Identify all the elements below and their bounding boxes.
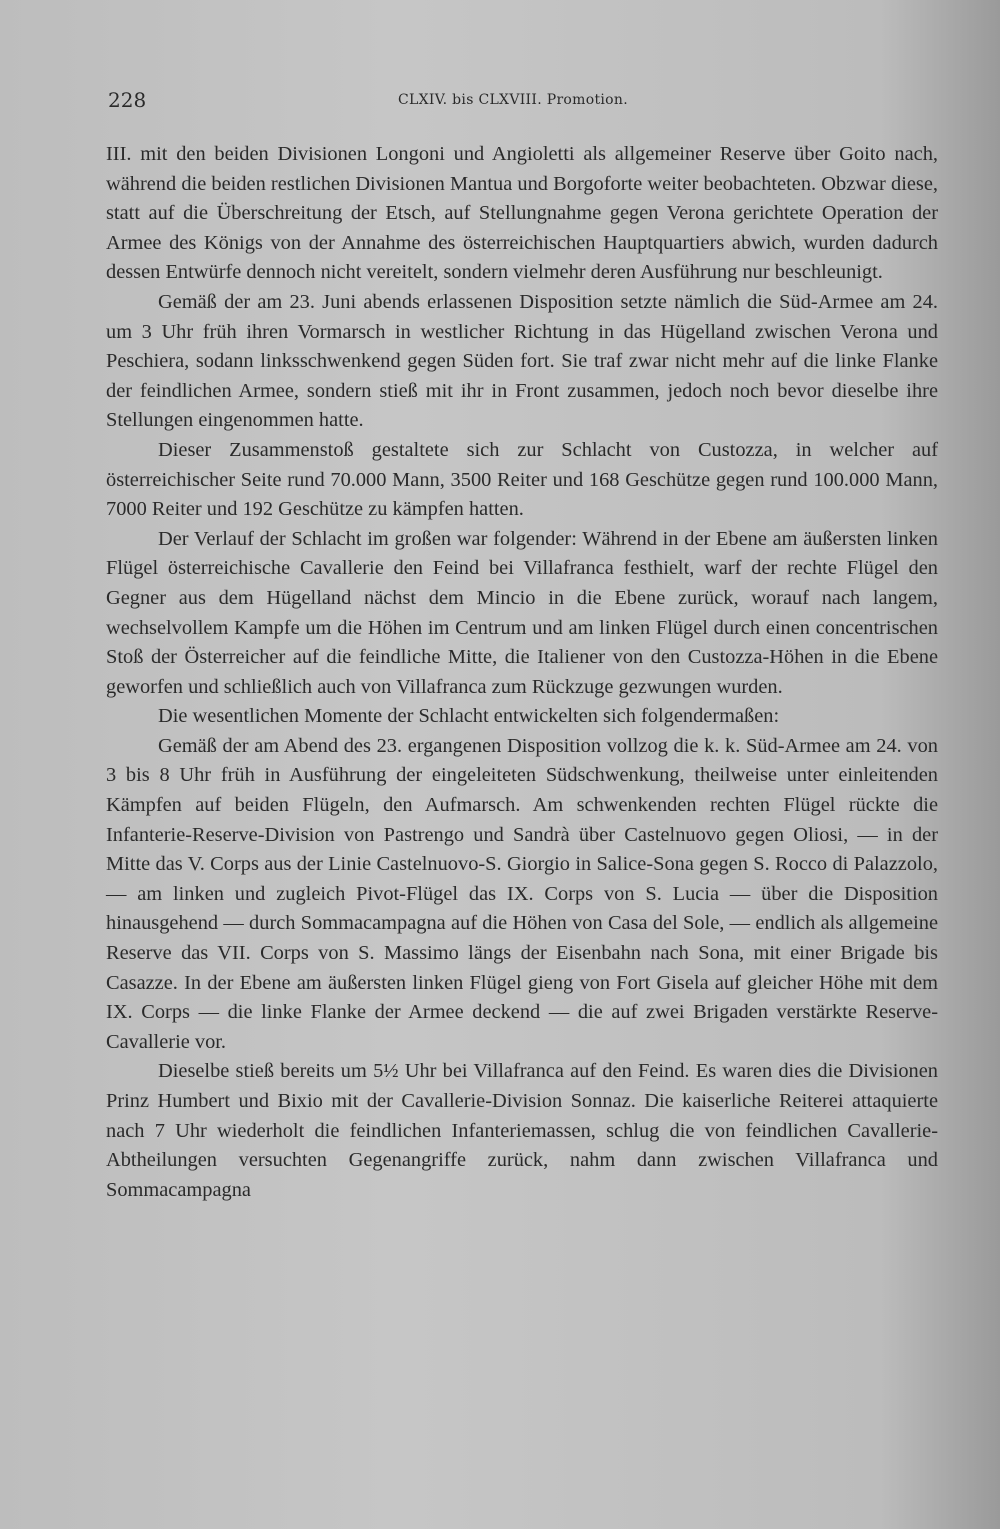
- paragraph-2: Gemäß der am 23. Juni abends erlassenen Disposition setzte nämlich die Süd-Armee am 24. um 3 Uhr früh ihren Vormarsch in westlicher Richtung in das Hügelland zwischen Verona und Peschiera, sodann linksschwenkend gegen Süden fort. Sie traf zwar nicht mehr auf die linke Flanke der feindlichen Armee, sondern stieß mit ihr in Front zusammen, jedoch noch bevor dieselbe ihre Stellungen eingenommen hatte.: [106, 290, 938, 432]
- page-header: [108, 88, 940, 118]
- paragraph-7: Dieselbe stieß bereits um 5½ Uhr bei Villafranca auf den Feind. Es waren dies die Divisionen Prinz Humbert und Bixio mit der Cavallerie-Division Sonnaz. Die kaiserliche Reiterei attaquierte nach 7 Uhr wiederholt die feindlichen Infanteriemassen, schlug die von feindlichen Cavallerie-Abtheilungen versuchten Gegenangriffe zurück, nahm dann zwischen Villafranca und Sommacampagna: [106, 1060, 938, 1201]
- paragraph-3: Dieser Zusammenstoß gestaltete sich zur Schlacht von Custozza, in welcher auf österreichischer Seite rund 70.000 Mann, 3500 Reiter und 168 Geschütze gegen rund 100.000 Mann, 7000 Reiter und 192 Geschütze zu kämpfen hatten.: [106, 438, 938, 521]
- paragraph-1: III. mit den beiden Divisionen Longoni und Angioletti als allgemeiner Reserve über Goito nach, während die beiden restlichen Divisionen Mantua und Borgoforte weiter beobachteten. Obzwar diese, statt auf die Überschreitung der Etsch, auf Stellungnahme gegen Verona gerichtete Operation der Armee des Königs von der Annahme des österreichischen Hauptquartiers abwich, wurden dadurch dessen Entwürfe dennoch nicht vereitelt, sondern vielmehr deren Ausführung nur beschleunigt.: [106, 143, 938, 284]
- paragraph-6: Gemäß der am Abend des 23. ergangenen Disposition vollzog die k. k. Süd-Armee am 24. von 3 bis 8 Uhr früh in Ausführung der eingeleiteten Südschwenkung, theilweise unter einleitenden Kämpfen auf beiden Flügeln, den Aufmarsch. Am schwenkenden rechten Flügel rückte die Infanterie-Reserve-Division von Pastrengo und Sandrà über Castelnuovo gegen Oliosi, — in der Mitte das V. Corps aus der Linie Castelnuovo-S. Giorgio in Salice-Sona gegen S. Rocco di Palazzolo, — am linken und zugleich Pivot-Flügel das IX. Corps von S. Lucia — über die Disposition hinausgehend — durch Sommacampagna auf die Höhen von Casa del Sole, — endlich als allgemeine Reserve das VII. Corps von S. Massimo längs der Eisenbahn nach Sona, mit einer Brigade bis Casazze. In der Ebene am äußersten linken Flügel gieng von Fort Gisela auf gleicher Höhe mit dem IX. Corps — die linke Flanke der Armee deckend — die auf zwei Brigaden verstärkte Reserve-Cavallerie vor.: [106, 734, 938, 1053]
- running-title: CLXIV. bis CLXVIII. Promotion.: [398, 92, 628, 108]
- page-number: 228: [108, 88, 147, 112]
- body-text: [106, 140, 938, 1205]
- paragraph-4: Der Verlauf der Schlacht im großen war folgender: Während in der Ebene am äußersten linken Flügel österreichische Cavallerie den Feind bei Villafranca festhielt, warf der rechte Flügel den Gegner aus dem Hügelland nächst dem Mincio in die Ebene zurück, worauf nach langem, wechselvollem Kampfe um die Höhen im Centrum und am linken Flügel durch einen concentrischen Stoß der Österreicher auf die feindliche Mitte, die Italiener von den Custozza-Höhen in die Ebene geworfen und schließlich auch von Villafranca zum Rückzuge gezwungen wurden.: [106, 527, 938, 698]
- paragraph-5: Die wesentlichen Momente der Schlacht entwickelten sich folgendermaßen:: [158, 705, 780, 728]
